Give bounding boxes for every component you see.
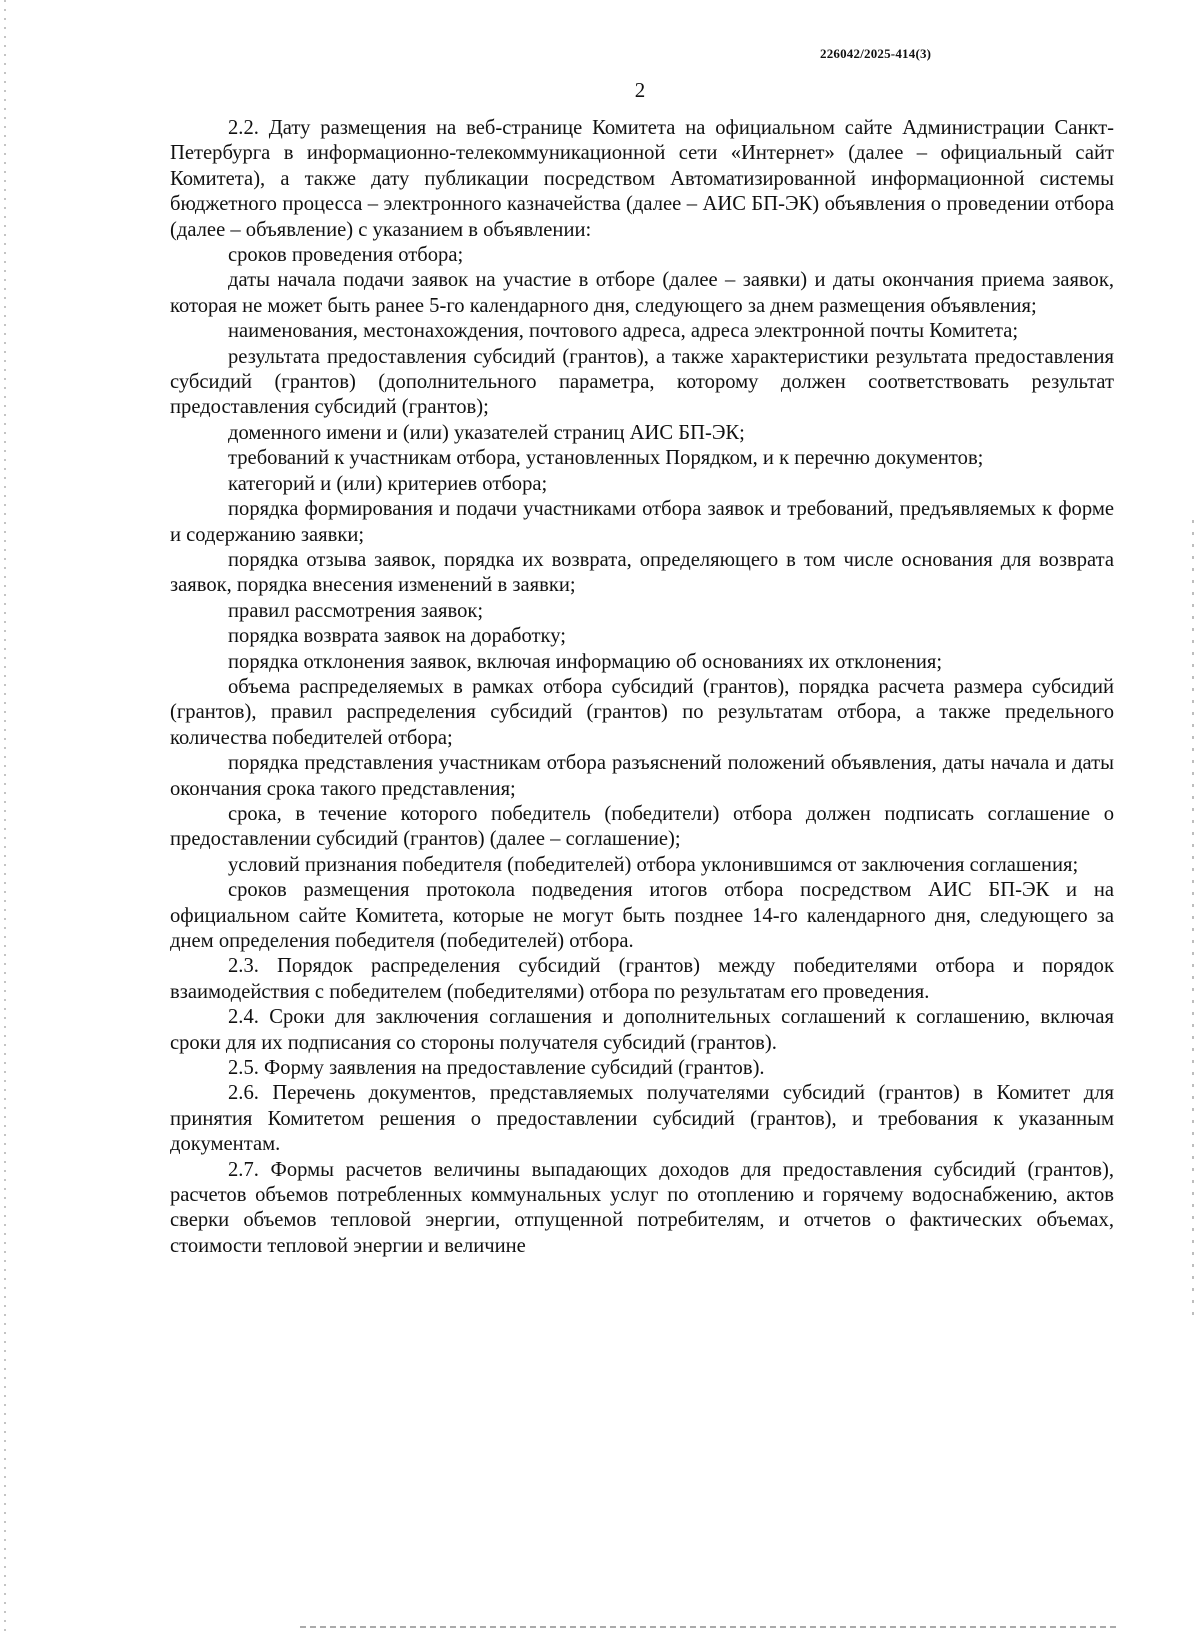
paragraph-2-3: 2.3. Порядок распределения субсидий (грантов) между победителями отбора и порядок взаимодействия с победителем (победителями) отбора по результатам его проведения. (170, 955, 1114, 1003)
list-item: порядка представления участникам отбора разъяснений положений объявления, даты начала и даты окончания срока такого представления; (170, 752, 1114, 800)
list-item: порядка возврата заявок на доработку; (228, 625, 566, 648)
list-item: даты начала подачи заявок на участие в отборе (далее – заявки) и даты окончания приема заявок, которая не может быть ранее 5-го календарного дня, следующего за днем размещения объявления; (170, 269, 1114, 317)
list-item: срока, в течение которого победитель (победители) отбора должен подписать соглашение о предоставлении субсидий (грантов) (далее – соглашение); (170, 802, 1114, 851)
list-item: порядка отзыва заявок, порядка их возврата, определяющего в том числе основания для возврата заявок, порядка внесения изменений в заявки; (170, 548, 1114, 597)
document-body (170, 116, 1114, 1259)
list-item: доменного имени и (или) указателей страниц АИС БП-ЭК; (228, 421, 745, 444)
document-id: 226042/2025-414(3) (820, 46, 932, 61)
page-number: 2 (634, 78, 646, 102)
scan-edge-right (1192, 520, 1194, 1320)
paragraph-2-7: 2.7. Формы расчетов величины выпадающих доходов для предоставления субсидий (грантов), расчетов объемов потребленных коммунальных услуг по отоплению и горячему водоснабжению, актов сверки объемов тепловой энергии, отпущенной потребителям, и отчетов о фактических объемах, стоимости тепловой энергии и величине (170, 1158, 1114, 1257)
paragraph-2-2: 2.2. Дату размещения на веб-странице Комитета на официальном сайте Администрации Санкт-Петербурга в информационно-телекоммуникационной сети «Интернет» (далее – официальный сайт Комитета), а также дату публикации посредством Автоматизированной информационной системы бюджетного процесса – электронного казначейства (далее – АИС БП-ЭК) объявления о проведении отбора (далее – объявление) с указанием в объявлении: (170, 117, 1114, 241)
list-item: условий признания победителя (победителей) отбора уклонившимся от заключения соглашения; (228, 853, 1079, 876)
list-item: сроков размещения протокола подведения итогов отбора посредством АИС БП-ЭК и на официальном сайте Комитета, которые не могут быть позднее 14-го календарного дня, следующего за днем определения победителя (победителей) отбора. (170, 879, 1114, 952)
list-item: наименования, местонахождения, почтового адреса, адреса электронной почты Комитета; (228, 320, 1019, 343)
list-item: порядка формирования и подачи участниками отбора заявок и требований, предъявляемых к форме и содержанию заявки; (170, 498, 1114, 546)
paragraph-2-4: 2.4. Сроки для заключения соглашения и дополнительных соглашений к соглашению, включая сроки для их подписания со стороны получателя субсидий (грантов). (170, 1006, 1114, 1054)
list-item: правил рассмотрения заявок; (228, 599, 484, 622)
list-item: сроков проведения отбора; (228, 244, 464, 267)
scan-edge-left (4, 0, 6, 1638)
list-item: объема распределяемых в рамках отбора субсидий (грантов), порядка расчета размера субсидий (грантов), правил распределения субсидий (грантов) по результатам отбора, а также предельного количества победителей отбора; (170, 675, 1114, 749)
paragraph-2-6: 2.6. Перечень документов, представляемых получателями субсидий (грантов) в Комитет для принятия Комитетом решения о предоставлении субсидий (грантов), и требования к указанным документам. (170, 1082, 1114, 1156)
list-item: результата предоставления субсидий (грантов), а также характеристики результата предоставления субсидий (грантов) (дополнительного параметра, которому должен соответствовать результат предоставления субсидий (грантов); (170, 345, 1114, 419)
paragraph-2-5: 2.5. Форму заявления на предоставление субсидий (грантов). (228, 1057, 765, 1080)
scan-edge-bottom (300, 1626, 1120, 1628)
list-item: требований к участникам отбора, установленных Порядком, и к перечню документов; (228, 447, 984, 470)
list-item: категорий и (или) критериев отбора; (228, 472, 548, 495)
list-item: порядка отклонения заявок, включая информацию об основаниях их отклонения; (228, 650, 943, 673)
